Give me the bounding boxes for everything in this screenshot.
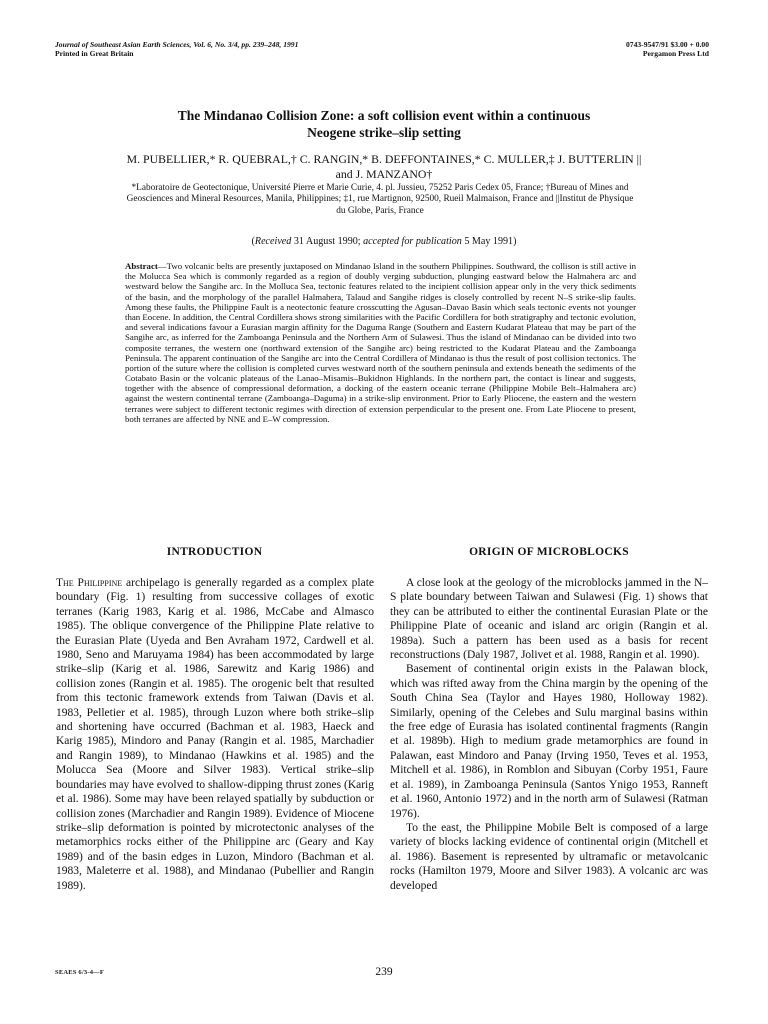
origin-column xyxy=(390,576,708,893)
intro-lead: The Philippine xyxy=(56,577,123,589)
authors-line-2: and J. MANZANO† xyxy=(335,167,433,181)
issn-price: 0743-9547/91 $3.00 + 0.00 xyxy=(625,40,709,49)
footer-code: SEAES 6/3-4—F xyxy=(55,969,105,976)
title-line-1: The Mindanao Collision Zone: a soft collision event within a continuous xyxy=(177,108,591,123)
origin-paragraph-2: Basement of continental origin exists in the Palawan block, which was rifted away from the China margin by the opening of the South China Sea (Taylor and Hayes 1980, Holloway 1982). Similarly, opening of the Celebes and Sulu marginal basins within the free edge of Eurasia has isolated continental fragments (Rangin et al. 1989b). High to medium grade metamorphics are found in Palawan, east Mindoro and Panay (Irving 1950, Teves et al. 1953, Mitchell et al. 1986), in Romblon and Sibuyan (Corby 1951, Faure et al. 1989), in Zamboanga Peninsula (Santos Ynigo 1953, Ranneft et al. 1960, Antonio 1972) and in the north arm of Sulawesi (Ratman 1976). xyxy=(390,663,708,820)
abstract xyxy=(125,261,636,424)
received-date: 31 August 1990; xyxy=(291,236,364,247)
title-line-2: Neogene strike–slip setting xyxy=(307,125,461,140)
publisher: Pergamon Press Ltd xyxy=(642,49,709,59)
accepted-label: accepted for publication xyxy=(363,236,462,247)
authors xyxy=(60,152,708,182)
abstract-text: —Two volcanic belts are presently juxtaposed on Mindanao Island in the southern Philippines. Southward, the collison is still active in the Molucca Sea which is commonly regarded as a region of doubly verging subduction, plunging eastward below the Halmahera arc and westward below the Sangihe arc. In the Molluca Sea, tectonic features related to the incipient collision appear only in the very thick sediments of the basin, and the morphology of the parallel Halmahera, Talaud and Sangihe ridges is closely controlled by recent N–S strike-slip faults. Among these faults, the Philippine Fault is a neotectonic feature crosscutting the Agusan–Davao Basin which seals tectonic events not younger than Eocene. In addition, the Central Cordillera shows strong similarities with the Pacific Cordillera for both stratigraphy and tectonic evolution, and several indications favour a Eurasian margin affinity for the Daguma Range (Southern and Eastern Kudarat Plateau that may be part of the Sangihe arc, as inferred for the Zamboanga Peninsula and the Northern Arm of Sulawesi. Thus the island of Mindanao can be divided into two composite terranes, the western one (northward extension of the Sangihe arc) being restricted to the Kudarat Plateau and the Zamboanga Peninsula. The apparent continuation of the Sangihe arc into the Central Cordillera of Mindanao is thus the result of post collision tectonics. The portion of the suture where the collision is completed curves westward north of the southern peninsula and extends beneath the sediments of the Cotabato Basin or the volcanic plateaus of the Lanao–Misamis–Bukidnon Highlands. In the northern part, the contact is linear and suggests, together with the absence of compressional deformation, a docking of the eastern oceanic terrane (Philippine Mobile Belt–Halmahera arc) against the western continental terrane (Zamboanga–Daguma) in a strike-slip environment. Prior to Early Pliocene, the eastern and the western terranes were subject to different tectonic regimes with direction of extension perpendicular to the present one. From Late Pliocene to present, both terranes are affected by NNE and E–W compression. xyxy=(125,261,636,424)
affiliations: *Laboratoire de Geotectonique, Université Pierre et Marie Curie, 4. pl. Jussieu, 75252 Paris Cedex 05, France; †Bureau of Mines and Geosciences and Mineral Resources, Manila, Philippines; ‡1, rue Martignon, 92500, Rueil Malmaison, France and ||Institut de Physique du Globe, Paris, France xyxy=(126,183,634,216)
intro-paragraph xyxy=(56,576,374,893)
received-label: Received xyxy=(254,236,292,247)
journal-citation: Journal of Southeast Asian Earth Sciences, Vol. 6, No. 3/4, pp. 239–248, 1991 xyxy=(55,40,299,49)
intro-text: archipelago is generally regarded as a complex plate boundary (Fig. 1) resulting from successive collages of exotic terranes (Karig 1983, Karig et al. 1986, McCabe and Almasco 1985). The oblique convergence of the Philippine Plate relative to the Eurasian Plate (Uyeda and Ben Avraham 1972, Cardwell et al. 1980, Seno and Maruyama 1984) has been accommodated by large strike–slip (Karig et al. 1986, Sarewitz and Karig 1986) and collision zones (Rangin et al. 1985). The orogenic belt that resulted from this tectonic framework extends from Taiwan (Davis et al. 1983, Pelletier et al. 1985), through Luzon where both strike–slip and shortening have occurred (Bachman et al. 1983, Haeck and Karig 1985), Mindoro and Panay (Rangin et al. 1985, Marchadier and Rangin 1989), to Mindanao (Hawkins et al. 1985) and the Molucca Sea (Moore and Silver 1983). Vertical strike–slip boundaries may have evolved to shallow-dipping thrust zones (Karig et al. 1986). Some may have been relayed spatially by subduction or collision zones (Marchadier and Rangin 1989). Evidence of Miocene strike–slip deformation is pointed by microtectonic analyses of the metamorphics rocks either of the Philippine arc (Geary and Kay 1989) and of the basin edges in Luzon, Mindoro (Bachman et al. 1983, Maleterre et al. 1988), and Mindanao (Pubellier and Rangin 1989). xyxy=(56,577,374,892)
page-number: 239 xyxy=(375,966,393,978)
paper-title xyxy=(60,107,708,141)
printed-in: Printed in Great Britain xyxy=(55,49,134,59)
received-dates xyxy=(60,236,708,248)
origin-paragraph-3: To the east, the Philippine Mobile Belt is composed of a large variety of blocks lacking evidence of continental origin (Mitchell et al. 1986). Basement is represented by ultramafic or metavolcanic rocks (Hamilton 1979, Moore and Silver 1983). A volcanic arc was developed xyxy=(390,821,708,892)
introduction-heading: INTRODUCTION xyxy=(166,546,263,558)
introduction-column xyxy=(56,576,374,893)
origin-paragraph-1: A close look at the geology of the microblocks jammed in the N–S plate boundary between Taiwan and Sulawesi (Fig. 1) shows that they can be attributed to either the continental Eurasian Plate or the Philippine Plate of oceanic and island arc origin (Rangin et al. 1989a). Such a pattern has been used as a basis for recent reconstructions (Daly 1987, Jolivet et al. 1988, Rangin et al. 1990). xyxy=(390,577,708,662)
running-header-left xyxy=(55,40,298,59)
origin-heading: ORIGIN OF MICROBLOCKS xyxy=(469,546,629,558)
received-open: ( xyxy=(251,236,255,247)
running-header-right xyxy=(626,40,709,59)
abstract-label: Abstract xyxy=(125,261,158,271)
accepted-date: 5 May 1991) xyxy=(461,236,517,247)
authors-line-1: M. PUBELLIER,* R. QUEBRAL,† C. RANGIN,* B. DEFFONTAINES,* C. MULLER,‡ J. BUTTERLIN || xyxy=(126,152,642,166)
